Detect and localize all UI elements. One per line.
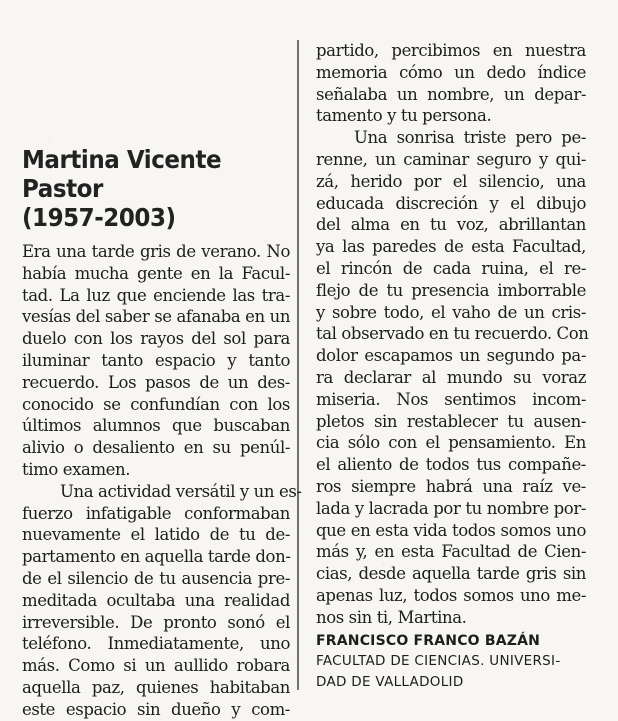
title-dates: (1957-2003) [22, 203, 176, 232]
text-line: Una actividad versátil y un es- [60, 481, 302, 501]
text-line: este espacio sin dueño y com- [22, 699, 290, 719]
author-affiliation-line: FACULTAD DE CIENCIAS. UNIVERSI- [316, 652, 561, 669]
text-line: irreversible. De pronto sonó el [22, 612, 290, 632]
text-line: apenas luz, todos somos uno me- [316, 585, 586, 605]
text-line: más y, en esta Facultad de Cien- [316, 542, 586, 562]
text-line: dolor escapamos un segundo pa- [316, 346, 586, 366]
text-line: pletos sin restablecer tu ausen- [316, 411, 586, 431]
text-line: cias, desde aquella tarde gris sin [316, 564, 586, 584]
column-divider [297, 40, 299, 690]
left-body-text [22, 241, 302, 721]
text-line: partamento en aquella tarde don- [22, 547, 291, 567]
text-line: tad. La luz que enciende las tra- [22, 285, 290, 305]
text-line: Era una tarde gris de verano. No [22, 242, 290, 261]
text-line: Una sonrisa triste pero pe- [354, 128, 586, 148]
text-line: ya las paredes de esta Facultad, [316, 237, 586, 257]
text-line: meditada ocultaba una realidad [22, 590, 290, 610]
text-line: nos sin ti, Martina. [316, 607, 467, 627]
text-line: y sobre todo, el vaho de un cris- [316, 302, 586, 322]
text-line: educada discreción y el dibujo [316, 193, 586, 213]
left-column [22, 145, 302, 721]
text-line: partido, percibimos en nuestra [316, 41, 586, 60]
text-line: conocido se confundían con los [22, 394, 290, 414]
text-line: memoria cómo un dedo índice [316, 62, 586, 82]
text-line: ra declarar al mundo su voraz [316, 367, 586, 387]
text-line: alivio o desaliento en su penúl- [22, 438, 290, 458]
text-line: nuevamente el latido de tu de- [22, 525, 290, 545]
text-line: lada y lacrada por tu nombre por- [316, 498, 586, 518]
text-line: de el silencio de tu ausencia pre- [22, 568, 290, 588]
author-affiliation-line: DAD DE VALLADOLID [316, 673, 464, 690]
text-line: flejo de tu presencia imborrable [316, 280, 586, 300]
text-line: tal observado en tu recuerdo. Con [316, 324, 589, 344]
text-line: señalaba un nombre, un depar- [316, 84, 586, 104]
text-line: renne, un caminar seguro y qui- [316, 149, 586, 169]
text-line: últimos alumnos que buscaban [22, 416, 290, 436]
author-name: FRANCISCO FRANCO BAZÁN [316, 632, 541, 649]
right-column [316, 40, 589, 693]
text-line: del alma en tu voz, abrillantan [316, 215, 586, 235]
text-line: teléfono. Inmediatamente, uno [22, 634, 290, 654]
text-line: más. Como si un aullido robara [22, 656, 290, 676]
text-line: fuerzo infatigable conformaban [22, 503, 290, 523]
text-line: recuerdo. Los pasos de un des- [22, 372, 290, 392]
right-body-text [316, 40, 589, 629]
text-line: aquella paz, quienes habitaban [22, 677, 290, 697]
text-line: tamento y tu persona. [316, 106, 492, 126]
text-line: duelo con los rayos del sol para [22, 329, 290, 349]
text-line: el aliento de todos tus compañe- [316, 455, 586, 475]
text-line: el rincón de cada ruina, el re- [316, 258, 586, 278]
text-line: cia sólo con el pensamiento. En [316, 433, 586, 453]
text-line: que en esta vida todos somos uno [316, 520, 586, 540]
text-line: ros siempre habrá una raíz ve- [316, 476, 586, 496]
article-title [22, 145, 269, 232]
text-line: había mucha gente en la Facul- [22, 263, 290, 283]
title-name: Martina Vicente Pastor [22, 145, 222, 203]
text-line: timo examen. [22, 459, 131, 479]
text-line: zá, herido por el silencio, una [316, 171, 586, 191]
text-line: iluminar tanto espacio y tanto [22, 350, 290, 370]
text-line: vesías del saber se afanaba en un [22, 307, 291, 327]
text-line: miseria. Nos sentimos incom- [316, 389, 586, 409]
